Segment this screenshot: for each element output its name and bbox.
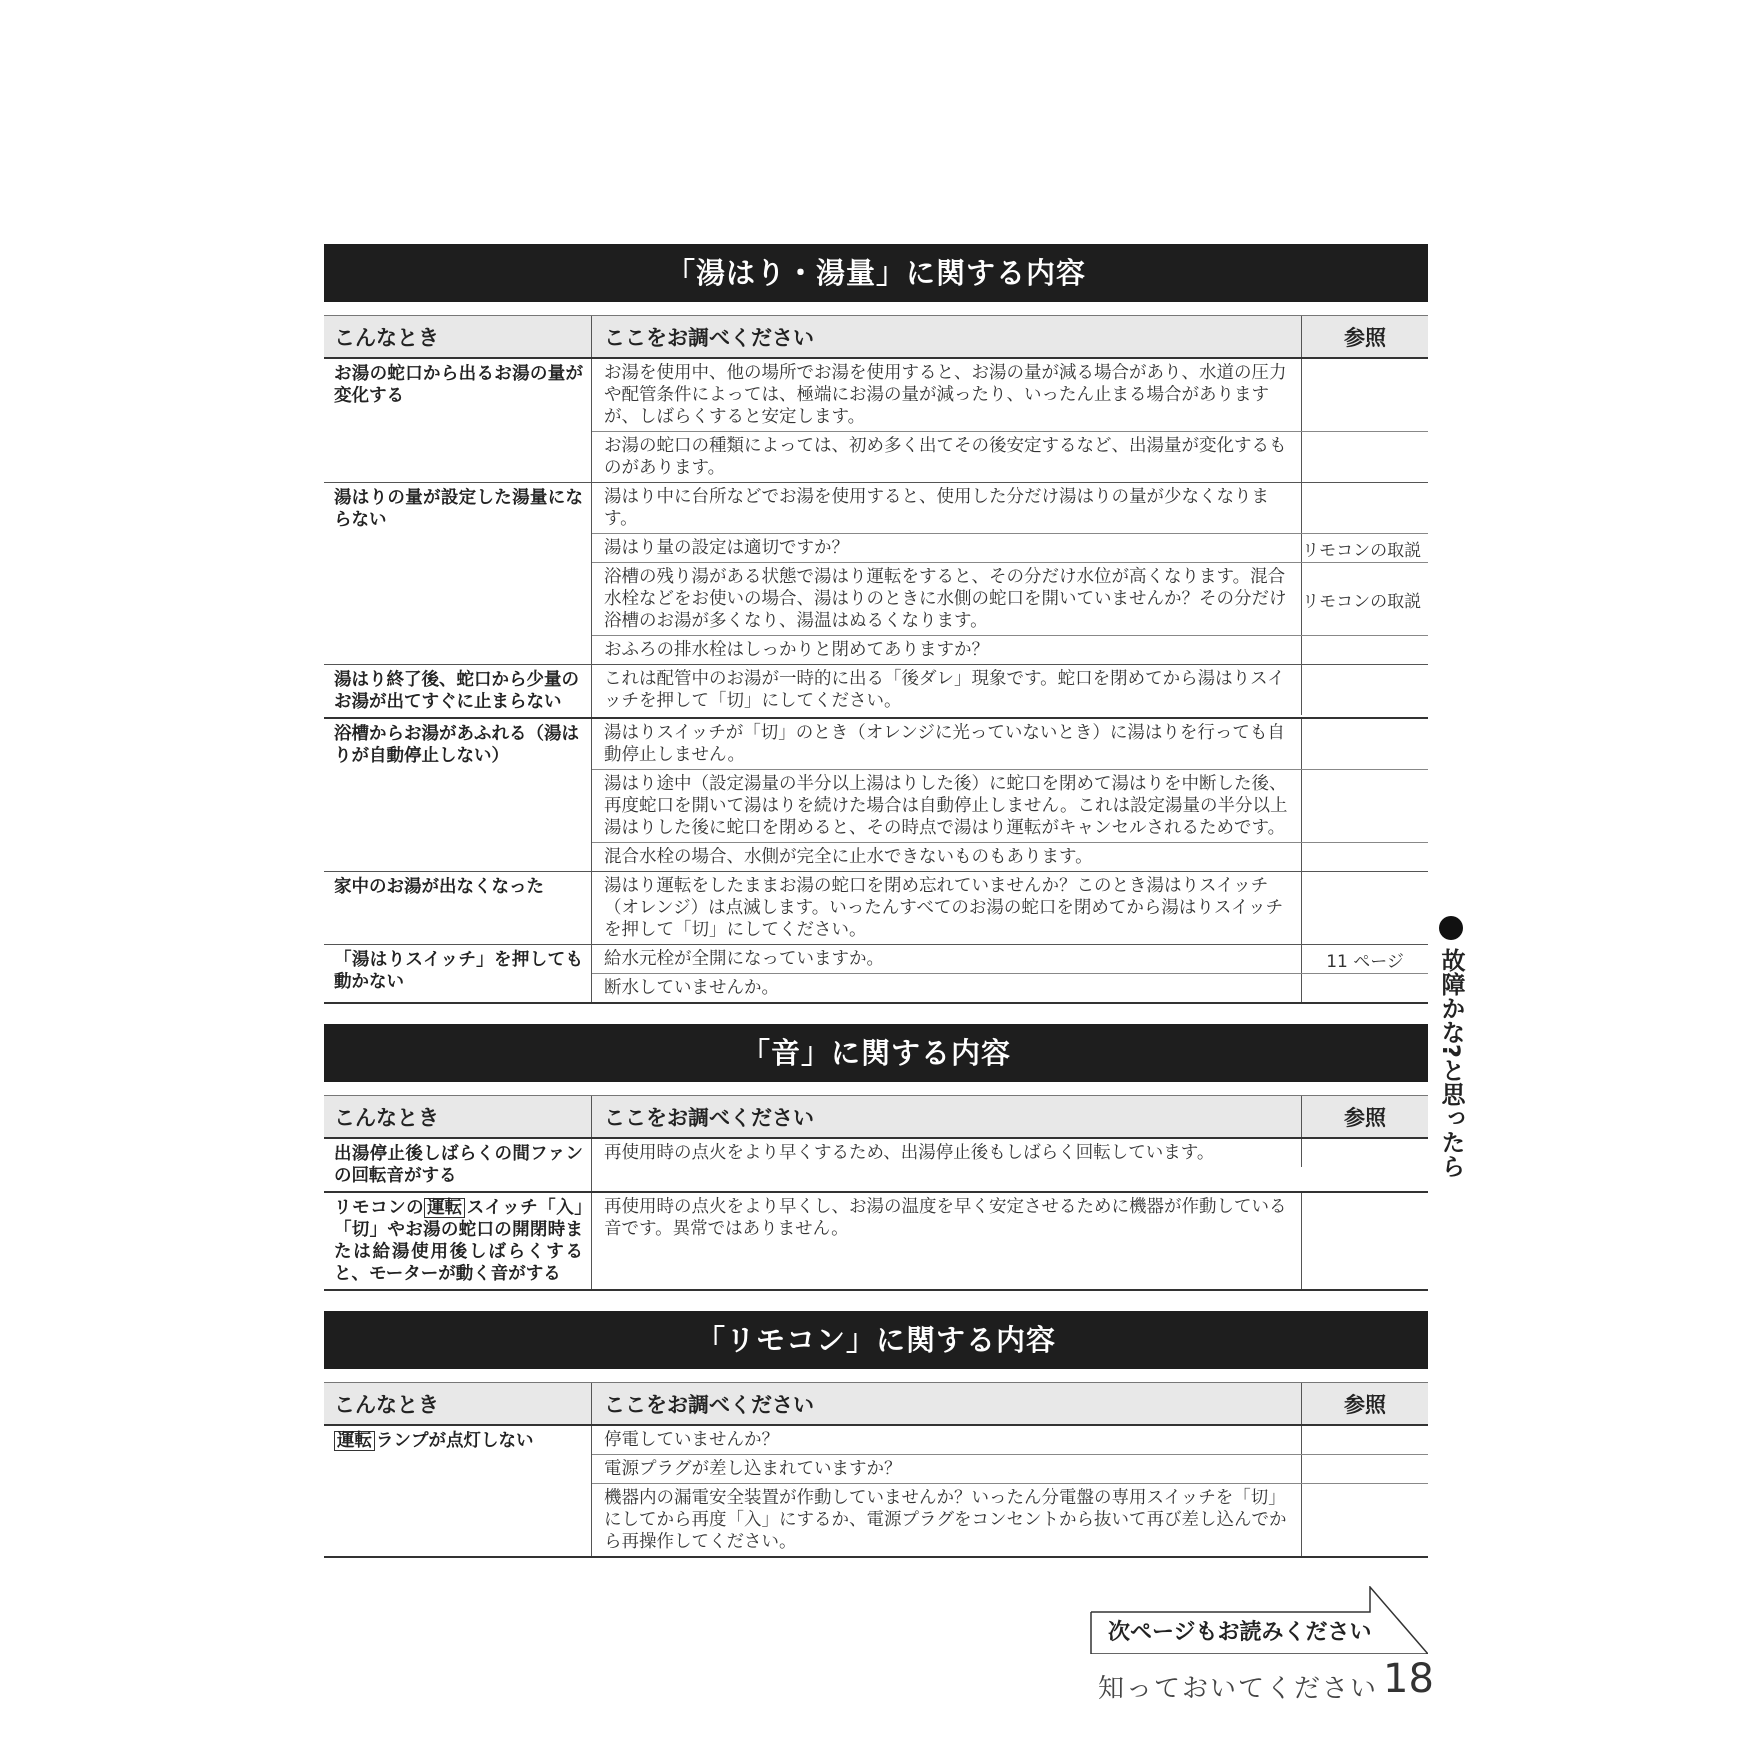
symptom-cell: 出湯停止後しばらくの間ファンの回転音がする xyxy=(334,1144,583,1186)
symptom-cell: お湯の蛇口から出るお湯の量が変化する xyxy=(334,364,583,406)
header-ref: 参照 xyxy=(1301,1383,1428,1424)
header-ref: 参照 xyxy=(1301,1096,1428,1137)
reference-cell xyxy=(1301,1139,1428,1167)
reference-cell xyxy=(1301,1455,1428,1483)
symptom-text-post: スイッチ「入」「切」やお湯の蛇口の開閉時または給湯使用後しばらくすると、モーターが動く音がする xyxy=(334,1198,583,1284)
table-row xyxy=(592,1483,1428,1556)
reference-cell: リモコンの取説 xyxy=(1301,534,1428,562)
header-ref: 参照 xyxy=(1301,316,1428,357)
symptom-cell: 湯はり終了後、蛇口から少量のお湯が出てすぐに止まらない xyxy=(334,670,579,712)
remedy-text: 湯はり途中（設定湯量の半分以上湯はりした後）に蛇口を閉めて湯はりを中断した後、再度蛇口を開いて湯はりを続けた場合は自動停止しません。これは設定湯量の半分以上湯はりした後に蛇口を閉めると、その時点で湯はり運転がキャンセルされるためです。 xyxy=(604,774,1288,838)
footer-section-name: 知っておいてください xyxy=(1098,1674,1379,1704)
table-row-group xyxy=(324,359,1428,483)
reference-cell xyxy=(1301,359,1428,431)
next-page-label: 次ページもお読みください xyxy=(1108,1620,1372,1645)
table-row-group xyxy=(324,719,1428,872)
reference-cell xyxy=(1301,843,1428,871)
header-check: ここをお調べください xyxy=(591,1383,1301,1424)
reference-cell xyxy=(1301,665,1428,715)
next-page-note xyxy=(1090,1612,1428,1654)
header-when: こんなとき xyxy=(334,1392,439,1417)
table-row-group xyxy=(324,1426,1428,1558)
section-title-remote: 「リモコン」に関する内容 xyxy=(324,1311,1428,1369)
table-header xyxy=(324,1382,1428,1426)
table-row xyxy=(592,483,1428,533)
section-title-sound: 「音」に関する内容 xyxy=(324,1024,1428,1082)
remedy-text: 湯はりスイッチが「切」のとき（オレンジに光っていないとき）に湯はりを行っても自動停止しません。 xyxy=(604,723,1285,765)
remedy-text: お湯を使用中、他の場所でお湯を使用すると、お湯の量が減る場合があり、水道の圧力や配管条件によっては、極端にお湯の量が減ったり、いったん止まる場合がありますが、しばらくすると安定します。 xyxy=(604,363,1287,427)
remedy-text: これは配管中のお湯が一時的に出る「後ダレ」現象です。蛇口を閉めてから湯はりスイッチを押して「切」にしてください。 xyxy=(604,669,1285,711)
reference-cell xyxy=(1301,636,1428,664)
remedy-text: 湯はり量の設定は適切ですか？ xyxy=(604,538,849,558)
reference-cell xyxy=(1301,483,1428,533)
table-remote xyxy=(324,1382,1428,1558)
table-row xyxy=(592,533,1428,562)
run-switch-label: 運転 xyxy=(424,1198,465,1218)
reference-cell xyxy=(1301,974,1428,1002)
reference-cell xyxy=(1301,770,1428,842)
reference-cell: リモコンの取説 xyxy=(1301,563,1428,635)
symptom-cell: 湯はりの量が設定した湯量にならない xyxy=(334,488,583,530)
remedy-text: 浴槽の残り湯がある状態で湯はり運転をすると、その分だけ水位が高くなります。混合水栓などをお使いの場合、湯はりのときに水側の蛇口を開いていませんか？その分だけ浴槽のお湯が多くなり、湯温はぬるくなります。 xyxy=(604,567,1287,631)
table-row xyxy=(592,1139,1428,1167)
reference-cell xyxy=(1301,719,1428,769)
table-row-group xyxy=(324,945,1428,1004)
symptom-cell: 「湯はりスイッチ」を押しても動かない xyxy=(334,950,583,992)
page-number: 18 xyxy=(1383,1656,1434,1702)
remedy-text: 給水元栓が全開になっていますか。 xyxy=(604,949,884,969)
reference-cell xyxy=(1301,1426,1428,1454)
table-row xyxy=(592,973,1428,1002)
remedy-text: 湯はり中に台所などでお湯を使用すると、使用した分だけ湯はりの量が少なくなります。 xyxy=(604,487,1269,529)
remedy-text: 湯はり運転をしたままお湯の蛇口を閉め忘れていませんか？このとき湯はりスイッチ（オレンジ）は点滅します。いったんすべてのお湯の蛇口を閉めてから湯はりスイッチを押して「切」にしてください。 xyxy=(604,876,1284,940)
table-row-group xyxy=(324,483,1428,665)
page-content xyxy=(324,244,1428,1558)
table-row xyxy=(592,872,1428,944)
table-row xyxy=(592,635,1428,664)
header-when: こんなとき xyxy=(334,1105,439,1130)
side-tab-label: 故障かな?と思ったら xyxy=(1437,948,1465,1178)
table-row xyxy=(592,1454,1428,1483)
table-row xyxy=(592,562,1428,635)
symptom-text-pre: リモコンの xyxy=(334,1198,425,1218)
remedy-text: 混合水栓の場合、水側が完全に止水できないものもあります。 xyxy=(604,847,1093,867)
reference-cell xyxy=(1301,432,1428,482)
remedy-text: 再使用時の点火をより早くし、お湯の温度を早く安定させるために機器が作動している音です。異常ではありません。 xyxy=(604,1197,1287,1239)
symptom-cell: 浴槽からお湯があふれる（湯はりが自動停止しない） xyxy=(334,724,579,766)
table-row xyxy=(592,359,1428,431)
header-check: ここをお調べください xyxy=(591,1096,1301,1137)
run-lamp-label: 運転 xyxy=(334,1431,375,1451)
symptom-cell xyxy=(324,1193,591,1289)
remedy-text: 電源プラグが差し込まれていますか？ xyxy=(604,1459,902,1479)
reference-cell xyxy=(1301,1484,1428,1556)
side-tab-bullet-icon xyxy=(1439,916,1463,940)
table-yuhari xyxy=(324,315,1428,1004)
table-row xyxy=(592,1193,1428,1289)
symptom-text-post: ランプが点灯しない xyxy=(376,1431,534,1451)
section-title-yuhari: 「湯はり・湯量」に関する内容 xyxy=(324,244,1428,302)
remedy-text: 機器内の漏電安全装置が作動していませんか？いったん分電盤の専用スイッチを「切」にしてから再度「入」にするか、電源プラグをコンセントから抜いて再び差し込んでから再操作してください。 xyxy=(604,1488,1287,1552)
table-row-group xyxy=(324,665,1428,719)
remedy-text: 停電していませんか？ xyxy=(604,1430,779,1450)
table-row xyxy=(592,769,1428,842)
table-row xyxy=(592,842,1428,871)
table-row xyxy=(592,1426,1428,1454)
remedy-text: お湯の蛇口の種類によっては、初め多く出てその後安定するなど、出湯量が変化するものがあります。 xyxy=(604,436,1287,478)
reference-cell xyxy=(1301,872,1428,944)
reference-cell xyxy=(1301,1193,1428,1289)
reference-cell: 11 ページ xyxy=(1301,945,1428,973)
table-row-group xyxy=(324,872,1428,945)
symptom-cell: 家中のお湯が出なくなった xyxy=(334,877,544,897)
header-check: ここをお調べください xyxy=(591,316,1301,357)
table-row xyxy=(592,719,1428,769)
table-row xyxy=(592,945,1428,973)
remedy-text: 再使用時の点火をより早くするため、出湯停止後もしばらく回転しています。 xyxy=(604,1143,1215,1163)
table-header xyxy=(324,315,1428,359)
remedy-text: 断水していませんか。 xyxy=(604,978,779,998)
table-row-group xyxy=(324,1139,1428,1193)
header-when: こんなとき xyxy=(334,325,439,350)
remedy-text: おふろの排水栓はしっかりと閉めてありますか？ xyxy=(604,640,989,660)
table-row xyxy=(592,665,1428,715)
symptom-cell xyxy=(324,1426,591,1556)
table-row-group xyxy=(324,1193,1428,1291)
table-header xyxy=(324,1095,1428,1139)
table-row xyxy=(592,431,1428,482)
table-sound xyxy=(324,1095,1428,1291)
